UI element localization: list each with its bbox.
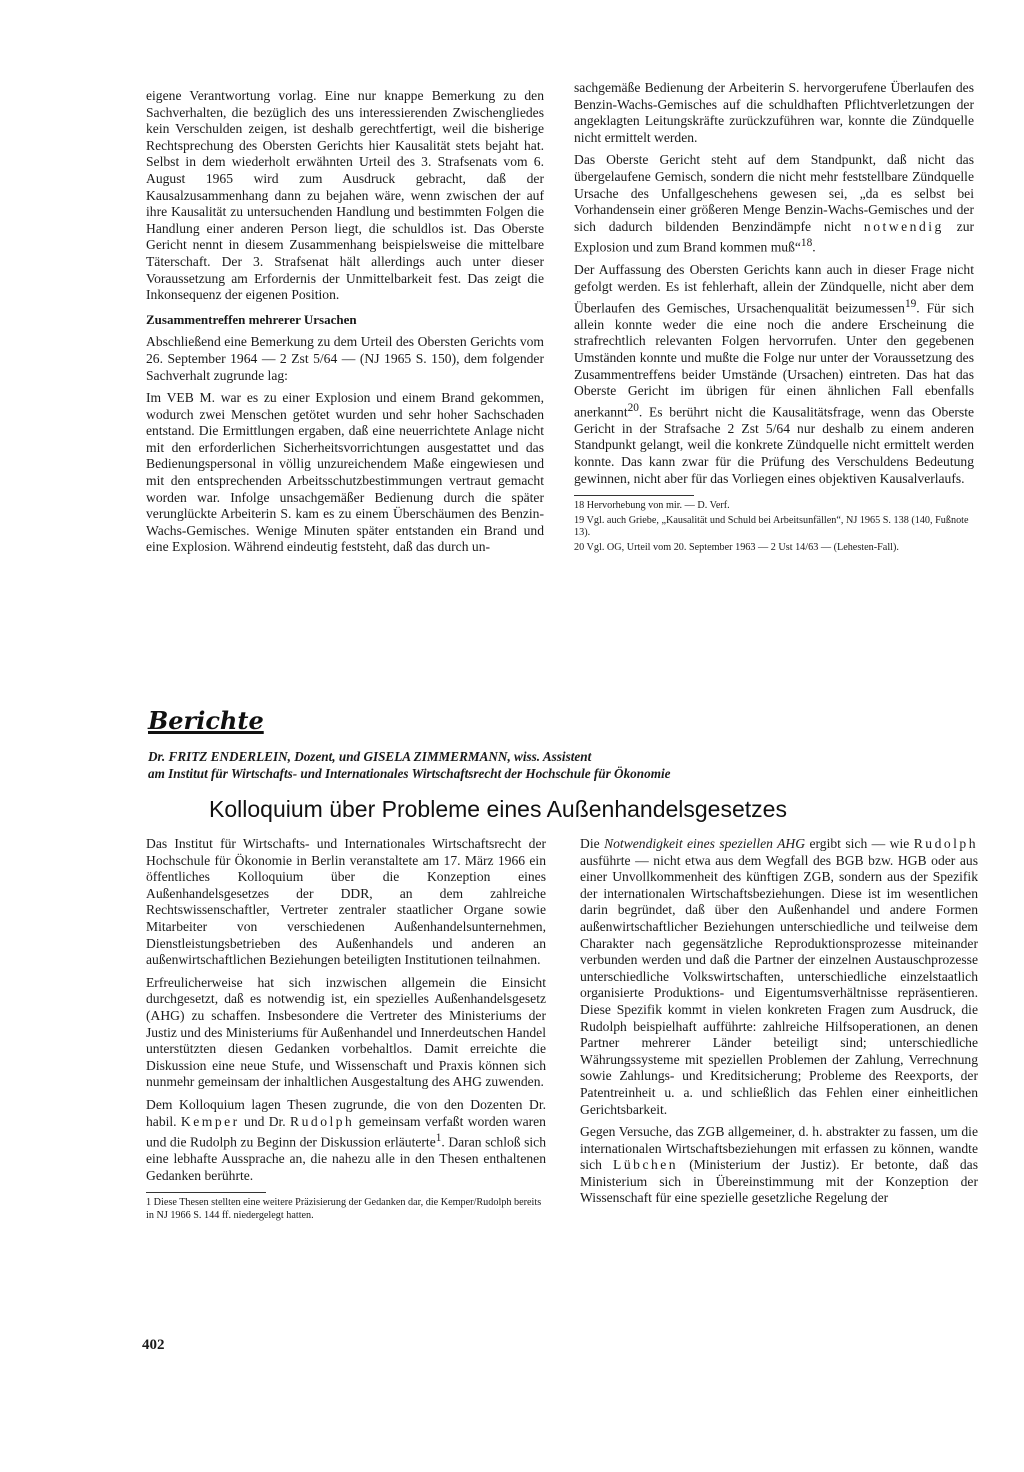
footnote: 19 Vgl. auch Griebe, „Kausalität und Schuld bei Arbeitsunfällen“, NJ 1965 S. 138 (140, Fußnote 13). — [574, 514, 969, 539]
paragraph: Der Auffassung des Obersten Gerichts kann auch in dieser Frage nicht gefolgt werden. Es ist fehlerhaft, allein der Zündquelle, nicht aber dem Überlaufen des Gemisches, Ursachenqualität beizumessen$^{19}$. Für sich allein konnte weder die eine noch die andere Erscheinung die strafrechtlich relevanten Folgen hervorrufen. Unter den gegebenen Umständen konnte und mußte die Folge nur unter der Voraussetzung des Zusammentreffens beider Umstände (Ursachen) eintreten. Das hat das Oberste Gericht im übrigen für einen ähnlichen Fall ebenfalls anerkannt$^{20}$. Es berührt nicht die Kausalitätsfrage, wenn das Oberste Gericht in der Strafsache 2 Zst 5/64 nur deshalb zu einem anderen Standpunkt gelangt, weil die konkrete Zündquelle nicht ermittelt werden konnte. Das kann zwar für die Prüfung des Verschuldens Bedeutung gewinnen, nicht aber für das Vorliegen eines objektiven Kausalverlaufs. — [574, 262, 975, 486]
footnote-ref: 19 — [904, 297, 917, 310]
footnote: 20 Vgl. OG, Urteil vom 20. September 1963 — 2 Ust 14/63 — (Lehesten-Fall). — [574, 542, 899, 554]
byline-authors: Dr. FRITZ ENDERLEIN, Dozent, und GISELA ZIMMERMANN, wiss. Assistent — [148, 749, 592, 764]
paragraph: Erfreulicherweise hat sich inzwischen allgemein die Einsicht durchgesetzt, daß es notwendig ist, ein spezielles Außenhandelsgesetz (AHG) zu schaffen. Insbesondere die Vertreter des Ministeriums der Justiz und des Ministeriums für Außenhandel und Innerdeutschen Handel unterstützten diesen Gedanken vorbehaltlos. Damit erreichte die Diskussion eine neue Stufe, und Wissenschaft und Praxis können sich nunmehr gemeinsam der inhaltlichen Ausgestaltung des AHG zuwenden. — [146, 974, 546, 1090]
paragraph: Das Institut für Wirtschafts- und Internationales Wirtschaftsrecht der Hochschule für Ökonomie in Berlin veranstaltete am 17. März 1966 ein öffentliches Kolloquium über die Konzeption eines Außenhandelsgesetzes der DDR, an dem zahlreiche Rechtswissenschaftler, Vertreter zentraler staatlicher Organe sowie Mitarbeiter von verschiedenen Außenhandelsunternehmen, Dienstleistungsbetrieben des Außenhandels und anderen an außenwirtschaftlichen Beziehungen beteiligten Institutionen teilnahmen. — [146, 836, 546, 968]
top-right-column — [574, 80, 974, 557]
byline-affiliation: am Institut für Wirtschafts- und Internationales Wirtschaftsrecht der Hochschule für Ökonomie — [148, 766, 671, 781]
footnote-ref: 18 — [800, 237, 813, 250]
person-name: Lübchen — [613, 1157, 679, 1173]
footnote: 1 Diese Thesen stellten eine weitere Präzisierung der Gedanken dar, die Kemper/Rudolph bereits in NJ 1966 S. 144 ff. niedergelegt hatten. — [146, 1197, 542, 1221]
person-name: Rudolph — [913, 836, 979, 851]
paragraph: Dem Kolloquium lagen Thesen zugrunde, die von den Dozenten Dr. habil. Kemper und Dr. Rudolph gemeinsam verfaßt worden waren und die Rudolph zu Beginn der Diskussion erläuterte$^1$. Daran schloß sich eine lebhafte Aussprache an, die nahezu alle in den Thesen enthaltenen Gedanken berührte. — [146, 1096, 546, 1183]
bottom-right-column — [580, 836, 978, 1213]
emphasis-italic: Notwendigkeit eines speziellen AHG — [604, 836, 806, 851]
footnote: 18 Hervorhebung von mir. — D. Verf. — [574, 500, 730, 512]
paragraph: Gegen Versuche, das ZGB allgemeiner, d. h. abstrakter zu fassen, um die internationalen Wirtschaftsbeziehungen mit erfassen zu können, wandte sich Lübchen (Ministerium der Justiz). Er betonte, daß das Ministerium sich in Übereinstimmung mit der Konzeption der Wissenschaft für eine spezielle gesetzliche Regelung der — [580, 1124, 978, 1206]
paragraph: eigene Verantwortung vorlag. Eine nur knappe Bemerkung zu den Sachverhalten, die bezüglich des uns interessierenden Zwischengliedes kein Verschulden zeigen, ist deshalb gerechtfertigt, weil die bisherige Rechtsprechung des Obersten Gerichts hier Kausalität stets bejaht hat. Selbst in dem wiederholt erwähnten Urteil des 3. Strafsenats vom 6. August 1965 wird zum Ausdruck gebracht, daß der Kausalzusammenhang dann zu bejahen wäre, wenn zwischen der auf ihre Kausalität zu untersuchenden Handlung und bestimmten Folgen die Handlung einer anderen Person liegt, die schuldlos ist. Das Oberste Gericht nennt in diesem Zusammenhang beispielsweise die mittelbare Täterschaft. Der 3. Strafsenat hält allerdings auch unter dieser Voraussetzung am Erfordernis der Unmittelbarkeit fest. Das zeigt die Inkonsequenz der eigenen Position. — [146, 88, 544, 303]
emphasis-spaced: notwendig — [863, 218, 944, 234]
footnote-divider — [574, 495, 694, 496]
byline — [148, 748, 670, 782]
person-name: Kemper — [180, 1113, 240, 1129]
footnote-ref: 1 — [435, 1132, 442, 1145]
footnote-divider — [146, 1192, 266, 1193]
person-name: Rudolph — [290, 1113, 355, 1129]
section-title: Berichte — [148, 706, 264, 735]
page-number: 402 — [142, 1337, 165, 1353]
top-left-column — [146, 88, 544, 562]
paragraph: sachgemäße Bedienung der Arbeiterin S. hervorgerufene Überlaufen des Benzin-Wachs-Gemisches auf die schuldhaften Pflichtverletzungen der angeklagten Leitungskräfte zurückzuführen war, konnte die Zündquelle nicht ermittelt werden. — [574, 80, 974, 145]
paragraph: Im VEB M. war es zu einer Explosion und einem Brand gekommen, wodurch zwei Menschen getötet wurden und sehr hoher Sachschaden entstand. Die Ermittlungen ergaben, daß eine neuerrichtete Anlage nicht mit den erforderlichen Sicherheitsvorrichtungen ausgestattet und das Bedienungspersonal in völlig unzureichendem Maße eingewiesen und mit den entsprechenden Arbeitsschutzbestimmungen vertraut gemacht worden war. Infolge unsachgemäßer Bedienung durch die später verunglückte Arbeiterin S. kam es zu einem Überschäumen des Benzin-Wachs-Gemisches. Wenige Minuten später entstanden ein Brand und eine Explosion. Während eindeutig feststeht, daß das durch un- — [146, 390, 544, 555]
paragraph: Abschließend eine Bemerkung zu dem Urteil des Obersten Gerichts vom 26. September 1964 — 2 Zst 5/64 — (NJ 1965 S. 150), dem folgender Sachverhalt zugrunde lag: — [146, 334, 544, 383]
footnote-ref: 20 — [627, 401, 639, 414]
paragraph: Das Oberste Gericht steht auf dem Standpunkt, daß nicht das übergelaufene Gemisch, sondern die nicht mehr feststellbare Zündquelle Ursache des Unfallgeschehens gewesen sei, „da es selbst bei Vorhandensein einer größeren Menge Benzin-Wachs-Gemisches und der sich dadurch bildenden Benzindämpfe nicht notwendig zur Explosion und zum Brand kommen muß“$^{18}$. — [574, 152, 975, 255]
bottom-left-column — [146, 836, 546, 1225]
section-heading: Zusammentreffen mehrerer Ursachen — [146, 311, 357, 327]
article-title: Kolloquium über Probleme eines Außenhandelsgesetzes — [209, 796, 787, 822]
paragraph: Die Notwendigkeit eines speziellen AHG ergibt sich — wie Rudolph ausführte — nicht etwa aus dem Wegfall des BGB bzw. HGB oder aus einer Unvollkommenheit des künftigen ZGB, sondern aus der Spezifik der internationalen Wirtschaftsbeziehungen. Diese ist im wesentlichen darin begründet, daß über den Außenhandel und andere Formen außenwirtschaftlicher Beziehungen unterschiedliche und teilweise dem Charakter nach gegensätzliche Reproduktionsprozesse miteinander verbunden werden und daß die Partner der einzelnen Austauschprozesse unterschiedliche Volkswirtschaften, unterschiedliche einzelstaatlich organisierte Produktions- und Eigentumsverhältnisse repräsentieren. Diese Spezifik kommt in vielen konkreten Fragen zum Ausdruck, die Rudolph beispielhaft aufführte: zahlreiche Hilfsoperationen, an denen Partner mehrerer Länder beteiligt sind; unterschiedliche Währungssysteme mit speziellen Problemen der Zahlung, Verrechnung sowie Zahlungs- und Kreditsicherung; Probleme des Reexports, der Patentreinheit u. a. und schließlich das Fehlen einer einheitlichen Gerichtsbarkeit. — [580, 836, 979, 1117]
